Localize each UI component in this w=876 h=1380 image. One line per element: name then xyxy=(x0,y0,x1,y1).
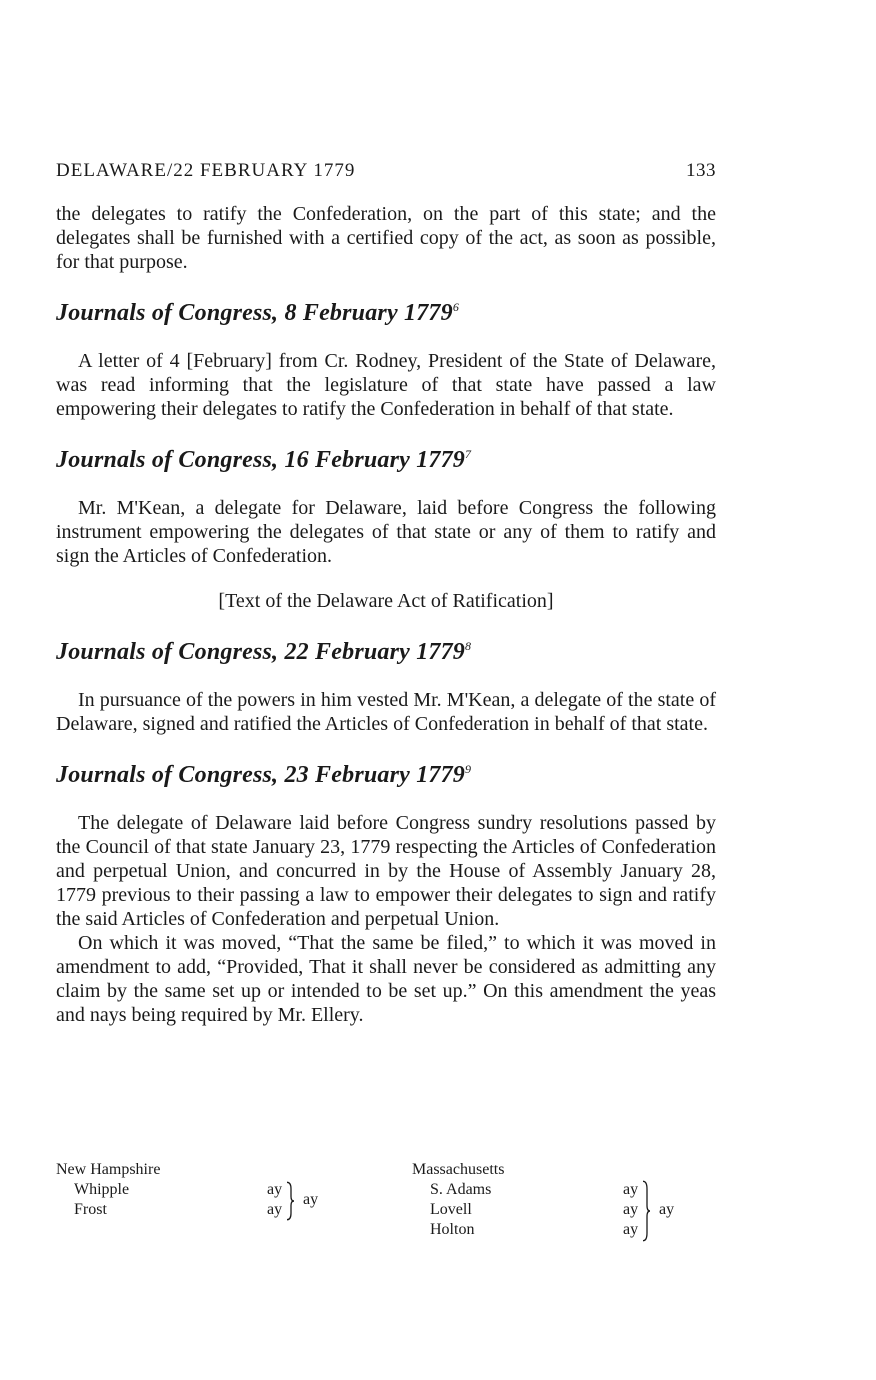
editorial-note: [Text of the Delaware Act of Ratification] xyxy=(218,590,554,612)
state-vote: ay xyxy=(659,1201,675,1218)
delegate-vote: ay xyxy=(623,1181,639,1198)
delegate-name: Lovell xyxy=(430,1201,472,1218)
section-heading-8-feb: Journals of Congress, 8 February 1779$^6$ xyxy=(56,300,460,326)
brace-icon xyxy=(285,1180,295,1222)
state-name: Massachusetts xyxy=(412,1161,505,1178)
footnote-ref: 9 xyxy=(465,762,472,776)
delegate-name: Frost xyxy=(74,1201,107,1218)
brace-icon xyxy=(641,1179,651,1243)
running-head xyxy=(56,160,716,182)
running-head-title: DELAWARE/22 FEBRUARY 1779 xyxy=(56,160,356,181)
delegate-name: S. Adams xyxy=(430,1181,492,1198)
state-vote-block xyxy=(412,1160,712,1240)
footnote-ref: 6 xyxy=(452,300,460,314)
delegate-name: Whipple xyxy=(74,1181,130,1198)
page-body xyxy=(56,160,716,1238)
delegate-vote: ay xyxy=(267,1181,283,1198)
section-paragraph: Mr. M'Kean, a delegate for Delaware, laid before Congress the following instrument empowering the delegates of that state or any of them to ratify and sign the Articles of Confederation. xyxy=(56,497,716,567)
footnote-ref: 7 xyxy=(465,447,472,461)
state-vote-block xyxy=(56,1160,356,1220)
delegate-name: Holton xyxy=(430,1221,475,1238)
section-heading-16-feb: Journals of Congress, 16 February 1779$^7$ xyxy=(56,447,472,473)
section-paragraph: On which it was moved, “That the same be filed,” to which it was moved in amendment to add, “Provided, That it shall never be considered as admitting any claim by the same set up or intended to be set up.” On this amendment the yeas and nays being required by Mr. Ellery. xyxy=(56,932,716,1026)
intro-paragraph: the delegates to ratify the Confederation, on the part of this state; and the delegates shall be furnished with a certified copy of the act, as soon as possible, for that purpose. xyxy=(56,203,716,273)
section-heading-23-feb: Journals of Congress, 23 February 1779$^9$ xyxy=(56,762,472,788)
page-number: 133 xyxy=(686,160,716,181)
delegate-vote: ay xyxy=(623,1221,639,1238)
delegate-vote: ay xyxy=(267,1201,283,1218)
section-paragraph: In pursuance of the powers in him vested Mr. M'Kean, a delegate of the state of Delaware, signed and ratified the Articles of Confederation in behalf of that state. xyxy=(56,689,716,735)
delegate-vote: ay xyxy=(623,1201,639,1218)
delegate-row xyxy=(412,1180,712,1200)
section-heading-22-feb: Journals of Congress, 22 February 1779$^8$ xyxy=(56,639,472,665)
state-name: New Hampshire xyxy=(56,1161,161,1178)
section-paragraph: The delegate of Delaware laid before Congress sundry resolutions passed by the Council of that state January 23, 1779 respecting the Articles of Confederation and perpetual Union, and concurred in by the House of Assembly January 28, 1779 previous to their passing a law to empower their delegates to sign and ratify the said Articles of Confederation and perpetual Union. xyxy=(56,812,716,930)
section-paragraph: A letter of 4 [February] from Cr. Rodney, President of the State of Delaware, was read informing that the legislature of that state have passed a law empowering their delegates to ratify the Confederation in behalf of that state. xyxy=(56,350,716,420)
state-vote: ay xyxy=(303,1191,319,1208)
delegate-row xyxy=(412,1220,712,1240)
footnote-ref: 8 xyxy=(465,639,472,653)
